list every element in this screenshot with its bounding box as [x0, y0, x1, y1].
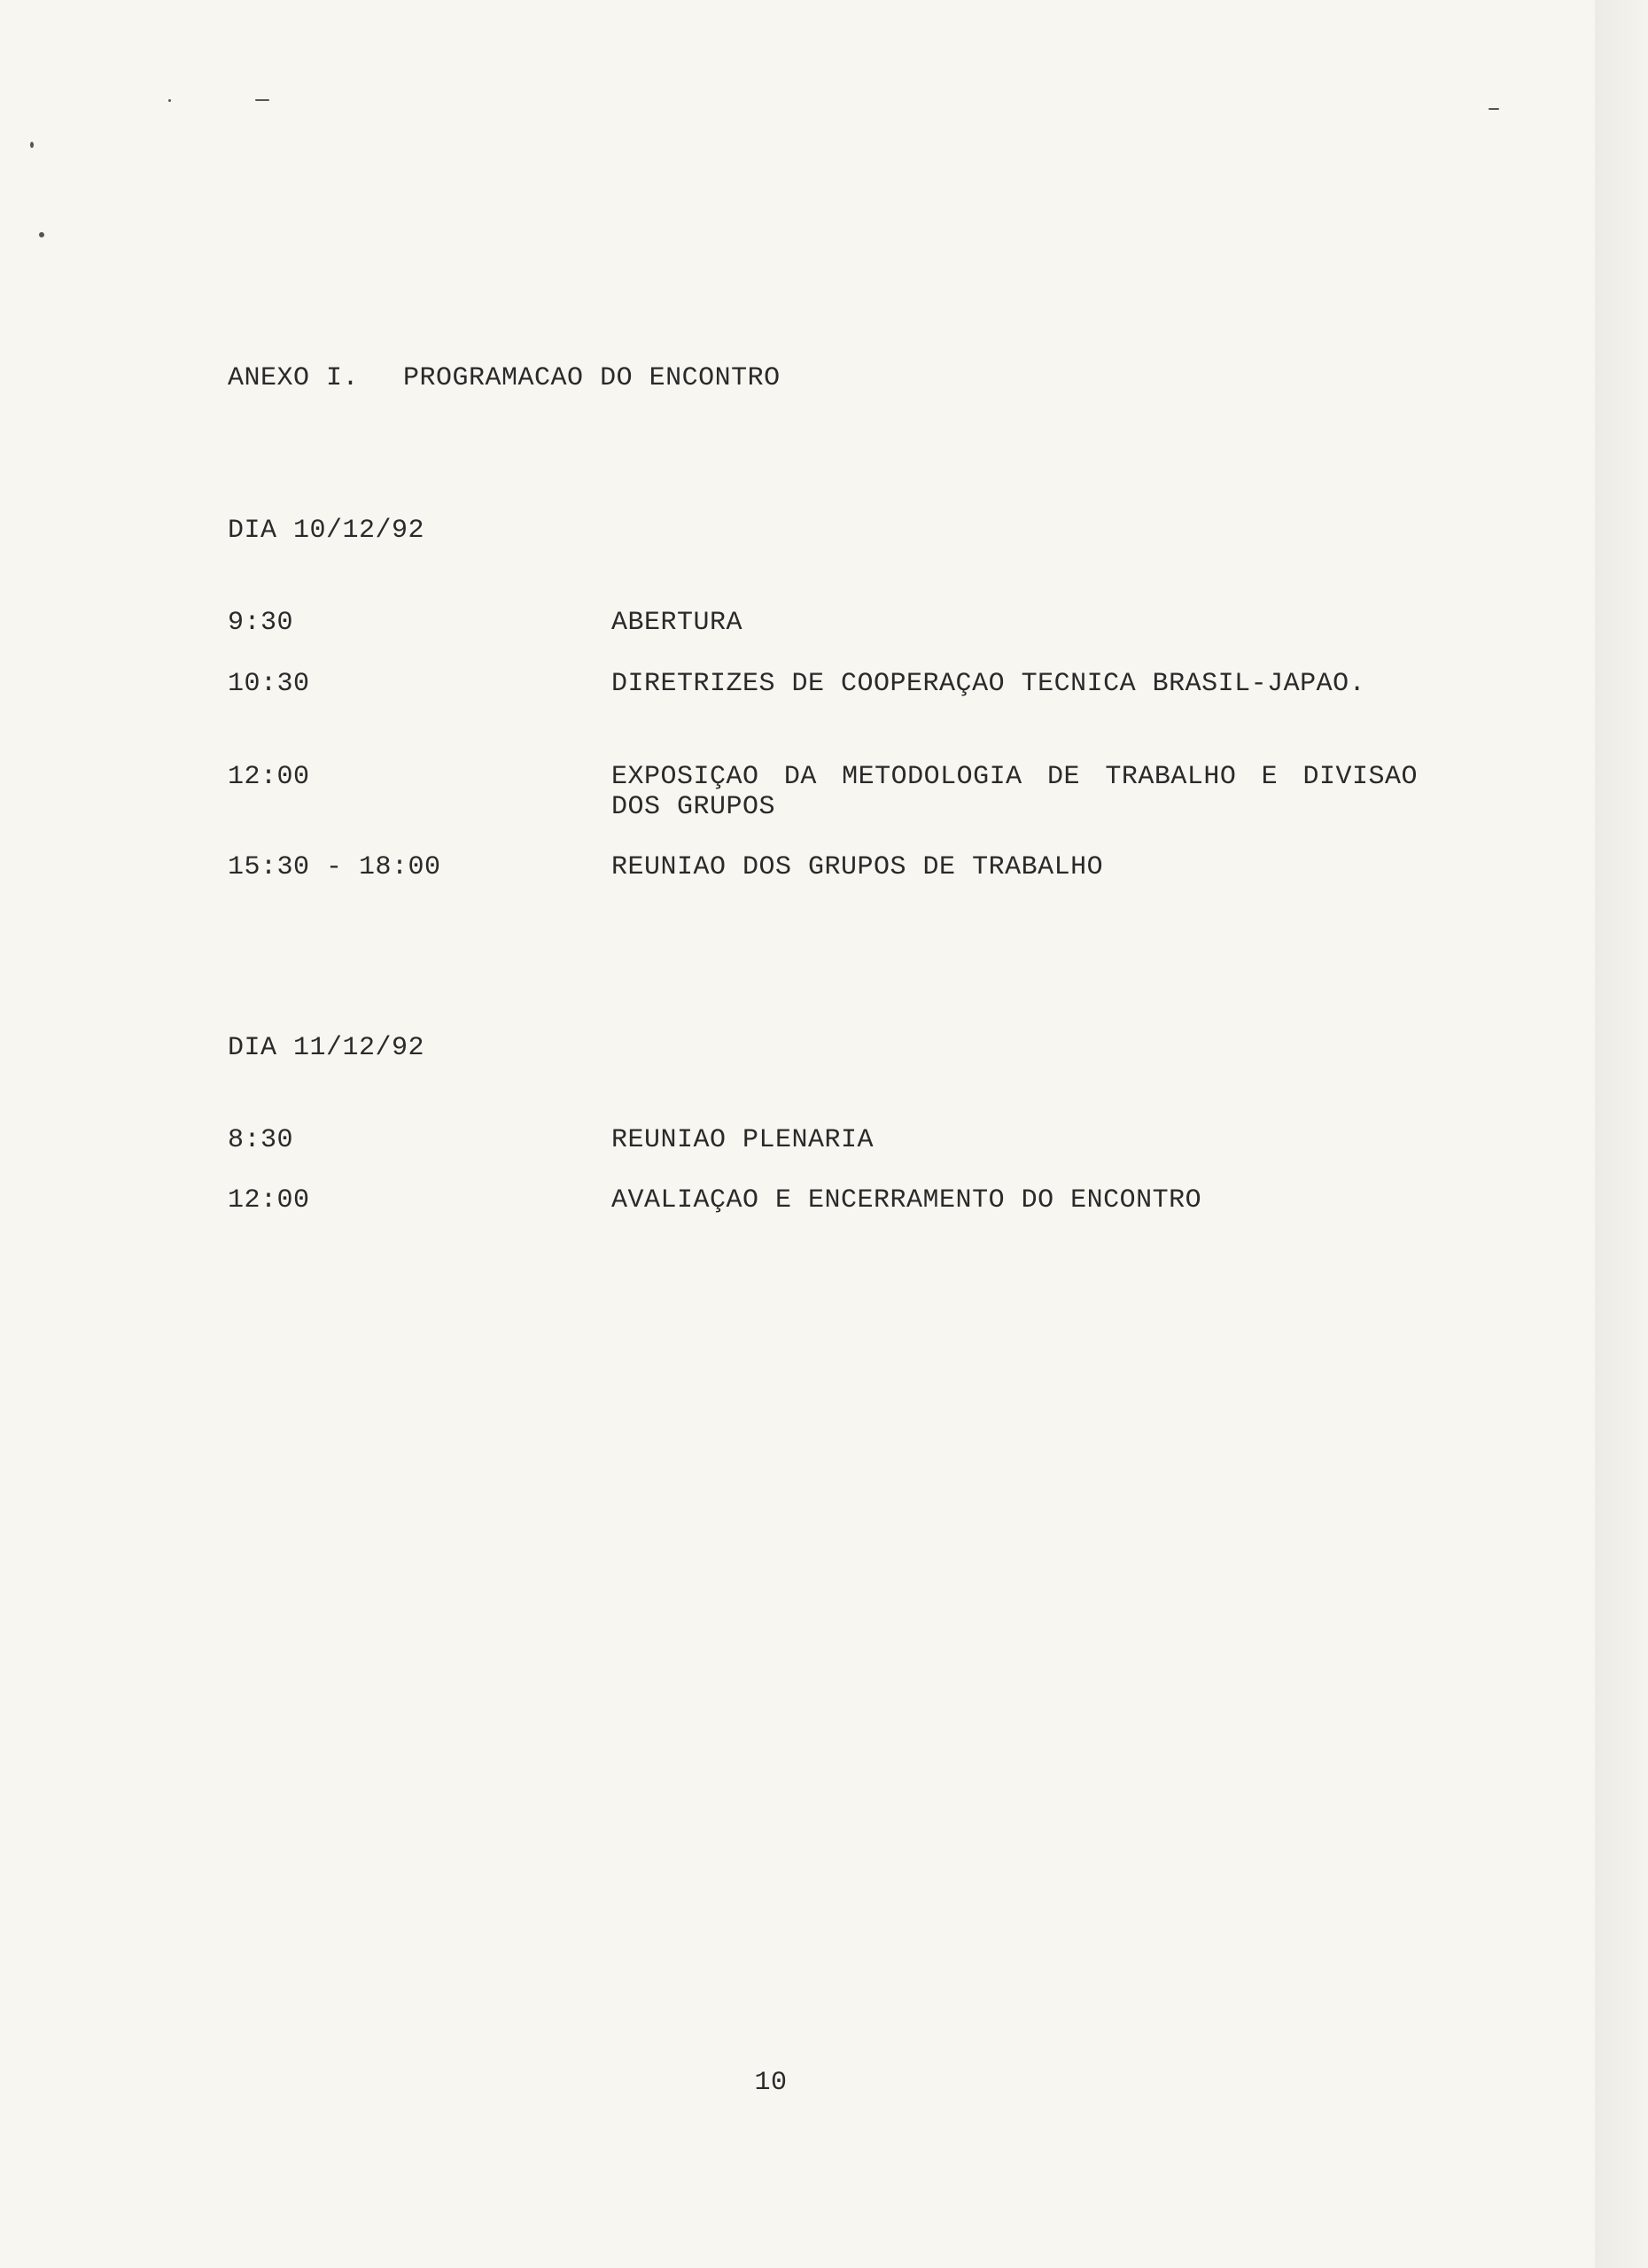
- session-time: 10:30: [228, 669, 310, 699]
- annex-label: ANEXO I.: [228, 363, 360, 393]
- session-time: 9:30: [228, 608, 294, 638]
- paper-speck: [255, 99, 269, 101]
- session-time: 12:00: [228, 1185, 310, 1216]
- session-activity: EXPOSIÇAO DA METODOLOGIA DE TRABALHO E DIVISAO DOS GRUPOS: [611, 762, 1418, 822]
- paper-speck: [1489, 108, 1499, 110]
- session-time: 15:30 - 18:00: [228, 852, 441, 882]
- session-time: 8:30: [228, 1125, 294, 1155]
- paper-speck: [39, 232, 44, 237]
- page-edge: [1595, 0, 1648, 2268]
- session-time: 12:00: [228, 762, 310, 792]
- session-activity: DIRETRIZES DE COOPERAÇAO TECNICA BRASIL-JAPAO.: [611, 669, 1366, 699]
- session-activity: REUNIAO DOS GRUPOS DE TRABALHO: [611, 852, 1104, 882]
- paper-speck: [30, 142, 34, 148]
- annex-heading: [228, 363, 781, 393]
- day-label: DIA 10/12/92: [228, 516, 425, 546]
- day-label: DIA 11/12/92: [228, 1033, 425, 1063]
- page-number: 10: [754, 2068, 788, 2098]
- annex-title: PROGRAMACAO DO ENCONTRO: [403, 363, 781, 393]
- paper-speck: [168, 99, 171, 102]
- session-activity: ABERTURA: [611, 608, 743, 638]
- session-activity: AVALIAÇAO E ENCERRAMENTO DO ENCONTRO: [611, 1185, 1202, 1216]
- session-activity: REUNIAO PLENARIA: [611, 1125, 875, 1155]
